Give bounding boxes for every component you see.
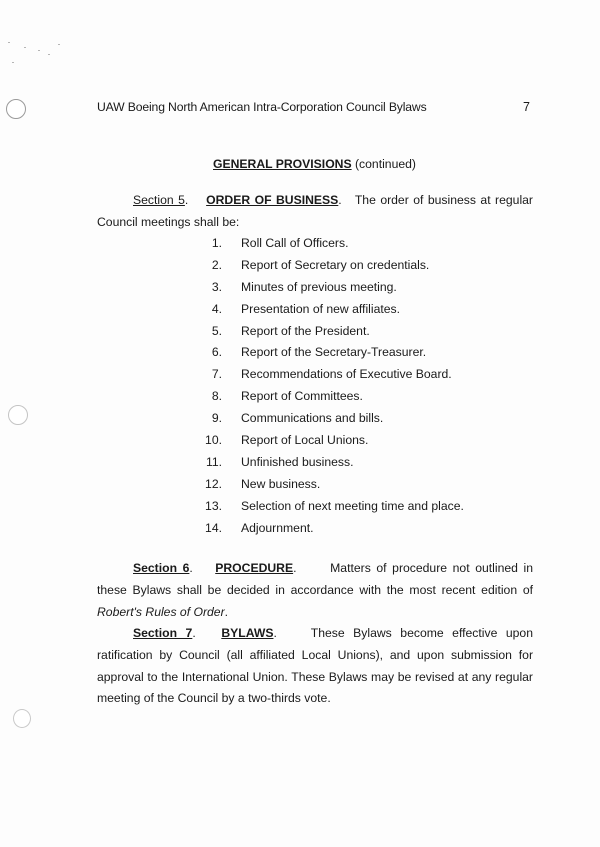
list-item: 9. Communications and bills.: [211, 411, 384, 426]
section-5-line-1: The order of business at regular: [354, 193, 533, 207]
section-6-line-3-end: .: [224, 604, 229, 619]
section-5-line-2: Council meetings shall be:: [97, 214, 240, 229]
list-item: 10. Report of Local Unions.: [205, 433, 369, 448]
header-title: UAW Boeing North American Intra-Corporation Council Bylaws: [97, 100, 427, 114]
section-7-line-2: ratification by Council (all affiliated Local Unions), and upon submission for: [97, 647, 533, 662]
list-item: 14. Adjournment.: [205, 520, 314, 535]
speck: [48, 54, 50, 55]
section-7-line-3: approval to the International Union. These Bylaws may be revised at any regular: [97, 669, 533, 684]
speck: [12, 62, 14, 63]
list-item: 4. Presentation of new affiliates.: [211, 301, 400, 316]
scan-specks: [8, 38, 68, 68]
speck: [8, 42, 10, 43]
heading-title: GENERAL PROVISIONS: [213, 157, 352, 171]
section-7-line-4: meeting of the Council by a two-thirds vote.: [97, 691, 331, 706]
speck: [24, 47, 26, 48]
list-item: 1. Roll Call of Officers.: [211, 236, 349, 250]
binder-hole-icon: [13, 709, 31, 728]
heading-suffix: (continued): [355, 157, 416, 171]
binder-hole-icon: [6, 99, 26, 119]
list-item: 13. Selection of next meeting time and place.: [205, 498, 464, 513]
list-item: 8. Report of Committees.: [211, 389, 363, 404]
list-item: 12. New business.: [205, 476, 321, 491]
section-6-line-1: Matters of procedure not outlined in: [330, 561, 533, 575]
list-item: 3. Minutes of previous meeting.: [211, 279, 397, 294]
section-5-title: ORDER OF BUSINESS: [206, 193, 339, 207]
section-7-line-1: These Bylaws become effective upon: [310, 626, 533, 640]
section-6-title: PROCEDURE: [215, 561, 294, 575]
list-item: 11. Unfinished business.: [205, 454, 354, 469]
section-6-line-2: these Bylaws shall be decided in accordance with the most recent edition of: [97, 582, 533, 597]
section-7-title: BYLAWS: [221, 626, 274, 640]
list-item: 6. Report of the Secretary-Treasurer.: [211, 345, 427, 360]
order-of-business-list: [200, 233, 530, 539]
page-number: 7: [523, 100, 530, 114]
list-item: 5. Report of the President.: [211, 323, 370, 338]
page-header: [97, 100, 532, 116]
section-6-citation: Robert's Rules of Order: [97, 604, 225, 619]
binder-hole-icon: [8, 405, 28, 425]
speck: [58, 44, 60, 45]
section-6-label: Section 6: [133, 561, 190, 575]
section-6-paragraph: Section 6. PROCEDURE. Matters of procedure not outlined in these Bylaws shall be decided in accordance with the most recent edition of Robert's Rules of Order.: [97, 561, 533, 619]
list-item: 2. Report of Secretary on credentials.: [211, 257, 430, 272]
section-5-paragraph: Section 5. ORDER OF BUSINESS. The order of business at regular Council meetings shall be:: [97, 190, 533, 234]
section-7-label: Section 7: [133, 626, 193, 640]
section-5-label: Section 5: [133, 193, 185, 207]
list-item: 7. Recommendations of Executive Board.: [211, 367, 452, 382]
section-7-paragraph: Section 7. BYLAWS. These Bylaws become effective upon ratification by Council (all affiliated Local Unions), and upon submission for approval to the International Union. These Bylaws may be revised at any regular meeting of the Council by a two-thirds vote.: [97, 623, 533, 710]
speck: [38, 50, 40, 51]
